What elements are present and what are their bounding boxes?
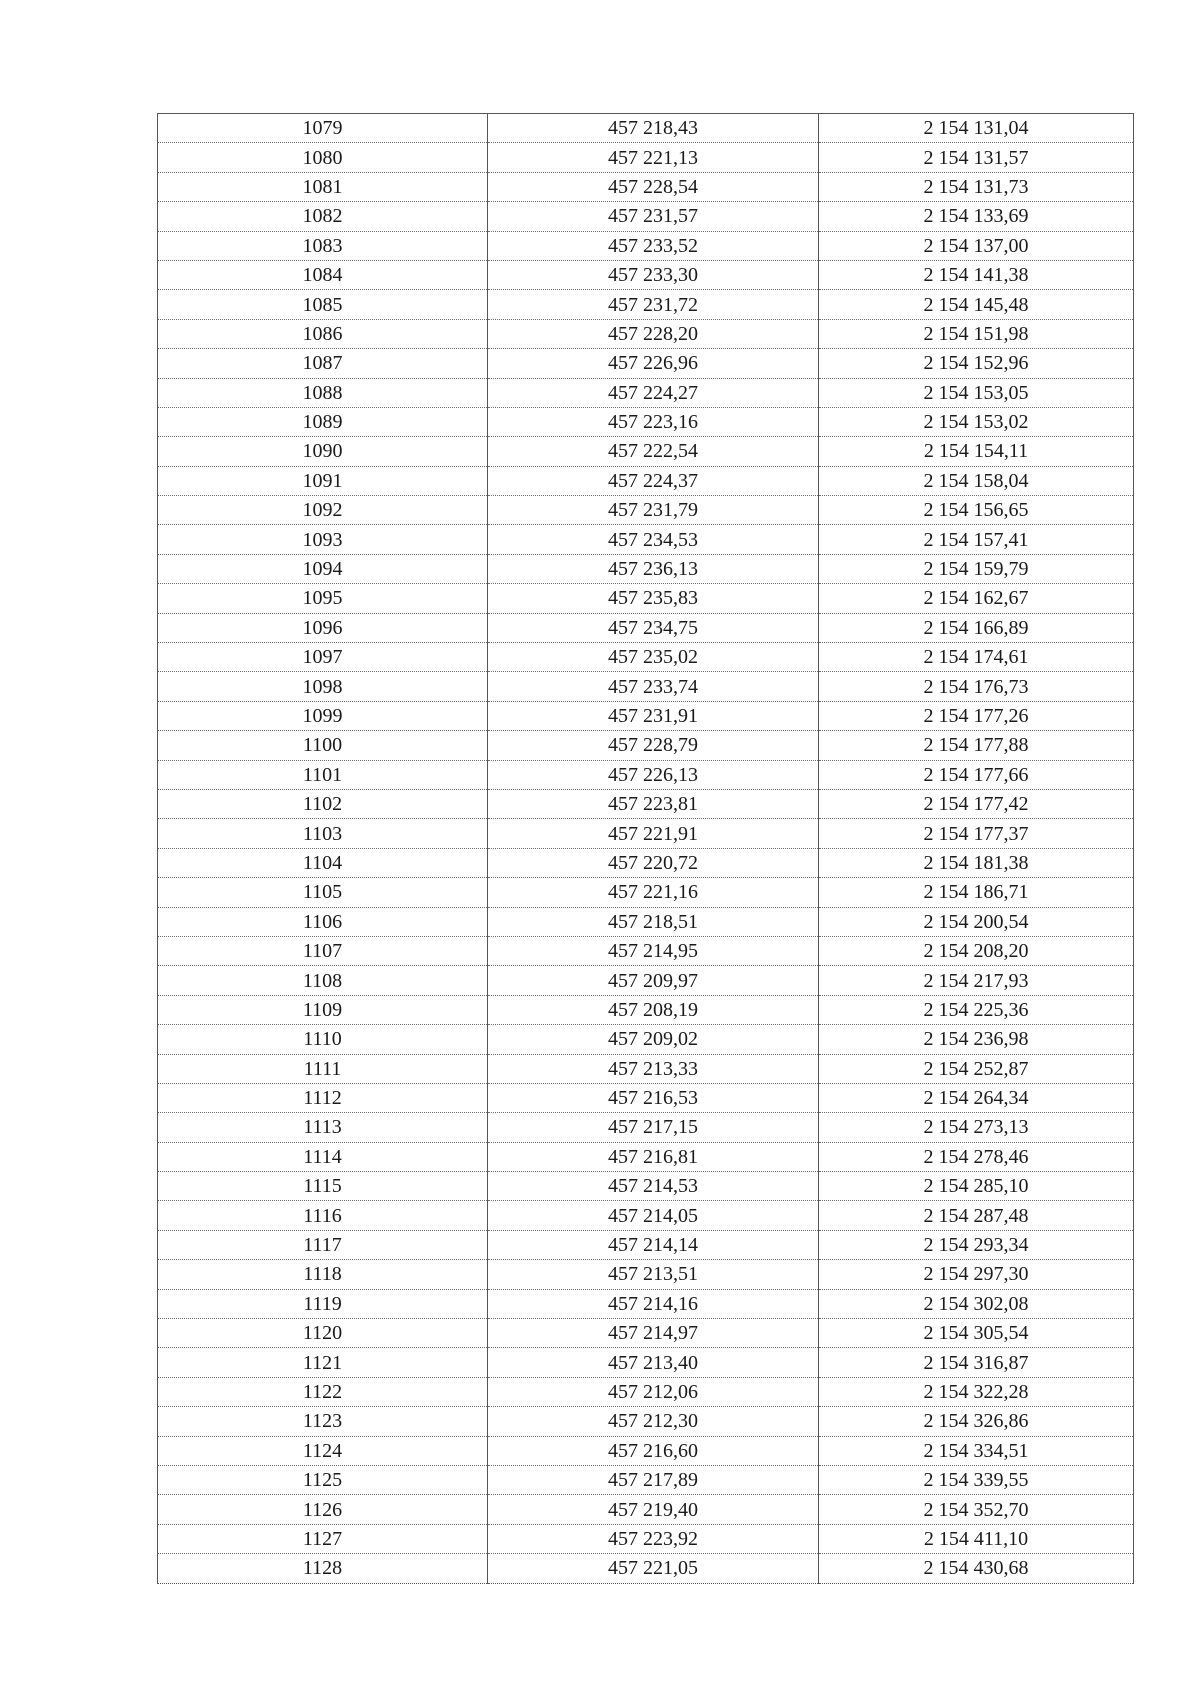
x-coordinate-cell: 457 226,13 [488, 760, 819, 789]
point-number-cell: 1094 [158, 554, 488, 583]
x-coordinate-cell: 457 231,91 [488, 701, 819, 730]
table-row [158, 1465, 1134, 1494]
x-coordinate-cell: 457 233,74 [488, 672, 819, 701]
point-number-cell: 1113 [158, 1113, 488, 1142]
y-coordinate-cell: 2 154 131,73 [819, 172, 1134, 201]
y-coordinate-cell: 2 154 264,34 [819, 1083, 1134, 1112]
x-coordinate-cell: 457 221,05 [488, 1554, 819, 1583]
table-row [158, 1319, 1134, 1348]
table-row [158, 1201, 1134, 1230]
point-number-cell: 1122 [158, 1377, 488, 1406]
y-coordinate-cell: 2 154 334,51 [819, 1436, 1134, 1465]
table-row [158, 466, 1134, 495]
table-row [158, 936, 1134, 965]
table-row [158, 731, 1134, 760]
x-coordinate-cell: 457 236,13 [488, 554, 819, 583]
x-coordinate-cell: 457 223,92 [488, 1524, 819, 1553]
y-coordinate-cell: 2 154 177,26 [819, 701, 1134, 730]
y-coordinate-cell: 2 154 162,67 [819, 584, 1134, 613]
x-coordinate-cell: 457 235,02 [488, 643, 819, 672]
point-number-cell: 1104 [158, 848, 488, 877]
x-coordinate-cell: 457 209,97 [488, 966, 819, 995]
x-coordinate-cell: 457 214,53 [488, 1172, 819, 1201]
y-coordinate-cell: 2 154 158,04 [819, 466, 1134, 495]
point-number-cell: 1096 [158, 613, 488, 642]
x-coordinate-cell: 457 231,72 [488, 290, 819, 319]
table-row [158, 907, 1134, 936]
point-number-cell: 1112 [158, 1083, 488, 1112]
point-number-cell: 1103 [158, 819, 488, 848]
point-number-cell: 1095 [158, 584, 488, 613]
point-number-cell: 1086 [158, 319, 488, 348]
table-row [158, 760, 1134, 789]
table-row [158, 878, 1134, 907]
x-coordinate-cell: 457 224,37 [488, 466, 819, 495]
table-row [158, 789, 1134, 818]
x-coordinate-cell: 457 224,27 [488, 378, 819, 407]
point-number-cell: 1119 [158, 1289, 488, 1318]
x-coordinate-cell: 457 209,02 [488, 1025, 819, 1054]
table-row [158, 672, 1134, 701]
x-coordinate-cell: 457 214,05 [488, 1201, 819, 1230]
y-coordinate-cell: 2 154 145,48 [819, 290, 1134, 319]
x-coordinate-cell: 457 228,20 [488, 319, 819, 348]
x-coordinate-cell: 457 222,54 [488, 437, 819, 466]
point-number-cell: 1120 [158, 1319, 488, 1348]
table-row [158, 1142, 1134, 1171]
x-coordinate-cell: 457 218,43 [488, 114, 819, 143]
point-number-cell: 1121 [158, 1348, 488, 1377]
y-coordinate-cell: 2 154 154,11 [819, 437, 1134, 466]
point-number-cell: 1100 [158, 731, 488, 760]
x-coordinate-cell: 457 208,19 [488, 995, 819, 1024]
y-coordinate-cell: 2 154 208,20 [819, 936, 1134, 965]
y-coordinate-cell: 2 154 236,98 [819, 1025, 1134, 1054]
y-coordinate-cell: 2 154 159,79 [819, 554, 1134, 583]
point-number-cell: 1091 [158, 466, 488, 495]
y-coordinate-cell: 2 154 131,04 [819, 114, 1134, 143]
x-coordinate-cell: 457 214,95 [488, 936, 819, 965]
table-row [158, 643, 1134, 672]
table-row [158, 319, 1134, 348]
x-coordinate-cell: 457 221,91 [488, 819, 819, 848]
x-coordinate-cell: 457 233,30 [488, 260, 819, 289]
table-row [158, 437, 1134, 466]
table-row [158, 143, 1134, 172]
x-coordinate-cell: 457 223,16 [488, 407, 819, 436]
y-coordinate-cell: 2 154 152,96 [819, 349, 1134, 378]
table-row [158, 1054, 1134, 1083]
point-number-cell: 1088 [158, 378, 488, 407]
point-number-cell: 1109 [158, 995, 488, 1024]
point-number-cell: 1115 [158, 1172, 488, 1201]
y-coordinate-cell: 2 154 156,65 [819, 496, 1134, 525]
y-coordinate-cell: 2 154 297,30 [819, 1260, 1134, 1289]
x-coordinate-cell: 457 226,96 [488, 349, 819, 378]
x-coordinate-cell: 457 217,89 [488, 1465, 819, 1494]
table-row [158, 1407, 1134, 1436]
y-coordinate-cell: 2 154 131,57 [819, 143, 1134, 172]
table-row [158, 1230, 1134, 1259]
x-coordinate-cell: 457 223,81 [488, 789, 819, 818]
table-row [158, 1289, 1134, 1318]
table-row [158, 1436, 1134, 1465]
table-row [158, 1495, 1134, 1524]
y-coordinate-cell: 2 154 177,42 [819, 789, 1134, 818]
table-row [158, 290, 1134, 319]
point-number-cell: 1083 [158, 231, 488, 260]
x-coordinate-cell: 457 221,16 [488, 878, 819, 907]
y-coordinate-cell: 2 154 133,69 [819, 202, 1134, 231]
point-number-cell: 1102 [158, 789, 488, 818]
x-coordinate-cell: 457 228,79 [488, 731, 819, 760]
y-coordinate-cell: 2 154 278,46 [819, 1142, 1134, 1171]
point-number-cell: 1127 [158, 1524, 488, 1553]
point-number-cell: 1093 [158, 525, 488, 554]
x-coordinate-cell: 457 213,33 [488, 1054, 819, 1083]
point-number-cell: 1099 [158, 701, 488, 730]
table-row [158, 1554, 1134, 1583]
y-coordinate-cell: 2 154 153,05 [819, 378, 1134, 407]
point-number-cell: 1079 [158, 114, 488, 143]
point-number-cell: 1110 [158, 1025, 488, 1054]
point-number-cell: 1111 [158, 1054, 488, 1083]
point-number-cell: 1108 [158, 966, 488, 995]
x-coordinate-cell: 457 214,16 [488, 1289, 819, 1318]
point-number-cell: 1080 [158, 143, 488, 172]
table-row [158, 554, 1134, 583]
y-coordinate-cell: 2 154 166,89 [819, 613, 1134, 642]
x-coordinate-cell: 457 212,06 [488, 1377, 819, 1406]
y-coordinate-cell: 2 154 411,10 [819, 1524, 1134, 1553]
point-number-cell: 1124 [158, 1436, 488, 1465]
x-coordinate-cell: 457 221,13 [488, 143, 819, 172]
table-row [158, 1172, 1134, 1201]
y-coordinate-cell: 2 154 273,13 [819, 1113, 1134, 1142]
table-row [158, 496, 1134, 525]
y-coordinate-cell: 2 154 174,61 [819, 643, 1134, 672]
x-coordinate-cell: 457 213,40 [488, 1348, 819, 1377]
point-number-cell: 1116 [158, 1201, 488, 1230]
table-row [158, 848, 1134, 877]
y-coordinate-cell: 2 154 200,54 [819, 907, 1134, 936]
y-coordinate-cell: 2 154 153,02 [819, 407, 1134, 436]
point-number-cell: 1087 [158, 349, 488, 378]
point-number-cell: 1101 [158, 760, 488, 789]
y-coordinate-cell: 2 154 177,88 [819, 731, 1134, 760]
y-coordinate-cell: 2 154 293,34 [819, 1230, 1134, 1259]
y-coordinate-cell: 2 154 141,38 [819, 260, 1134, 289]
point-number-cell: 1117 [158, 1230, 488, 1259]
point-number-cell: 1084 [158, 260, 488, 289]
point-number-cell: 1128 [158, 1554, 488, 1583]
table-row [158, 1377, 1134, 1406]
point-number-cell: 1125 [158, 1465, 488, 1494]
x-coordinate-cell: 457 217,15 [488, 1113, 819, 1142]
y-coordinate-cell: 2 154 285,10 [819, 1172, 1134, 1201]
table-row [158, 407, 1134, 436]
y-coordinate-cell: 2 154 316,87 [819, 1348, 1134, 1377]
x-coordinate-cell: 457 228,54 [488, 172, 819, 201]
y-coordinate-cell: 2 154 305,54 [819, 1319, 1134, 1348]
y-coordinate-cell: 2 154 302,08 [819, 1289, 1134, 1318]
x-coordinate-cell: 457 219,40 [488, 1495, 819, 1524]
x-coordinate-cell: 457 216,60 [488, 1436, 819, 1465]
y-coordinate-cell: 2 154 176,73 [819, 672, 1134, 701]
point-number-cell: 1123 [158, 1407, 488, 1436]
x-coordinate-cell: 457 214,97 [488, 1319, 819, 1348]
point-number-cell: 1098 [158, 672, 488, 701]
y-coordinate-cell: 2 154 326,86 [819, 1407, 1134, 1436]
point-number-cell: 1085 [158, 290, 488, 319]
y-coordinate-cell: 2 154 322,28 [819, 1377, 1134, 1406]
table-row [158, 525, 1134, 554]
point-number-cell: 1126 [158, 1495, 488, 1524]
y-coordinate-cell: 2 154 151,98 [819, 319, 1134, 348]
x-coordinate-cell: 457 214,14 [488, 1230, 819, 1259]
y-coordinate-cell: 2 154 225,36 [819, 995, 1134, 1024]
x-coordinate-cell: 457 212,30 [488, 1407, 819, 1436]
table-row [158, 613, 1134, 642]
table-row [158, 1083, 1134, 1112]
coordinates-table [157, 113, 1134, 1584]
table-row [158, 819, 1134, 848]
y-coordinate-cell: 2 154 177,66 [819, 760, 1134, 789]
point-number-cell: 1107 [158, 936, 488, 965]
x-coordinate-cell: 457 216,53 [488, 1083, 819, 1112]
table-row [158, 378, 1134, 407]
point-number-cell: 1089 [158, 407, 488, 436]
table-row [158, 1113, 1134, 1142]
x-coordinate-cell: 457 234,75 [488, 613, 819, 642]
y-coordinate-cell: 2 154 217,93 [819, 966, 1134, 995]
point-number-cell: 1090 [158, 437, 488, 466]
coordinates-table-body [158, 114, 1134, 1584]
x-coordinate-cell: 457 234,53 [488, 525, 819, 554]
table-row [158, 1025, 1134, 1054]
table-row [158, 202, 1134, 231]
table-row [158, 172, 1134, 201]
y-coordinate-cell: 2 154 181,38 [819, 848, 1134, 877]
y-coordinate-cell: 2 154 252,87 [819, 1054, 1134, 1083]
x-coordinate-cell: 457 220,72 [488, 848, 819, 877]
x-coordinate-cell: 457 231,57 [488, 202, 819, 231]
x-coordinate-cell: 457 213,51 [488, 1260, 819, 1289]
point-number-cell: 1106 [158, 907, 488, 936]
table-row [158, 1524, 1134, 1553]
x-coordinate-cell: 457 216,81 [488, 1142, 819, 1171]
table-row [158, 1348, 1134, 1377]
point-number-cell: 1081 [158, 172, 488, 201]
table-row [158, 231, 1134, 260]
x-coordinate-cell: 457 235,83 [488, 584, 819, 613]
y-coordinate-cell: 2 154 137,00 [819, 231, 1134, 260]
table-row [158, 349, 1134, 378]
x-coordinate-cell: 457 231,79 [488, 496, 819, 525]
y-coordinate-cell: 2 154 352,70 [819, 1495, 1134, 1524]
table-row [158, 995, 1134, 1024]
point-number-cell: 1118 [158, 1260, 488, 1289]
point-number-cell: 1105 [158, 878, 488, 907]
y-coordinate-cell: 2 154 287,48 [819, 1201, 1134, 1230]
table-row [158, 966, 1134, 995]
y-coordinate-cell: 2 154 339,55 [819, 1465, 1134, 1494]
table-row [158, 1260, 1134, 1289]
point-number-cell: 1092 [158, 496, 488, 525]
table-row [158, 584, 1134, 613]
y-coordinate-cell: 2 154 186,71 [819, 878, 1134, 907]
y-coordinate-cell: 2 154 157,41 [819, 525, 1134, 554]
point-number-cell: 1097 [158, 643, 488, 672]
table-row [158, 114, 1134, 143]
point-number-cell: 1082 [158, 202, 488, 231]
point-number-cell: 1114 [158, 1142, 488, 1171]
table-row [158, 701, 1134, 730]
x-coordinate-cell: 457 218,51 [488, 907, 819, 936]
x-coordinate-cell: 457 233,52 [488, 231, 819, 260]
y-coordinate-cell: 2 154 177,37 [819, 819, 1134, 848]
y-coordinate-cell: 2 154 430,68 [819, 1554, 1134, 1583]
table-row [158, 260, 1134, 289]
